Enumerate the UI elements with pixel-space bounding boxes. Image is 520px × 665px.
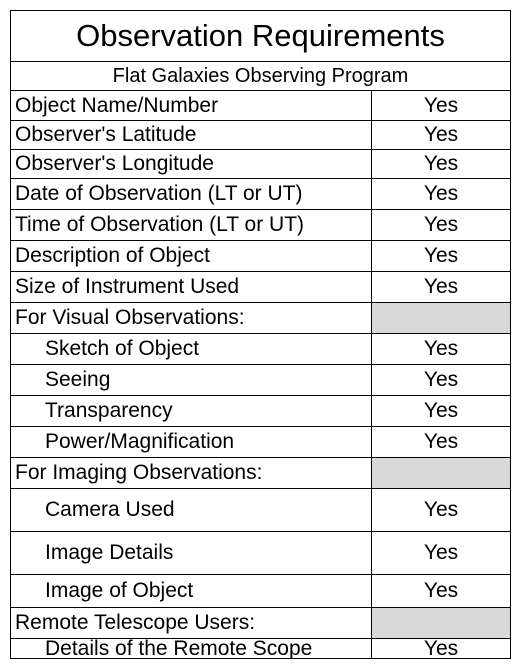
requirement-label: Object Name/Number — [11, 91, 372, 120]
requirement-value: Yes — [423, 182, 459, 205]
requirement-label: For Visual Observations: — [11, 303, 372, 333]
requirement-value: Yes — [423, 368, 459, 391]
table-row — [11, 426, 510, 457]
requirement-value: Yes — [423, 244, 459, 267]
table-row — [11, 149, 510, 178]
table-row — [11, 178, 510, 209]
requirement-label: Observer's Longitude — [11, 150, 372, 178]
table-subtitle: Flat Galaxies Observing Program — [11, 61, 510, 90]
table-row — [11, 607, 510, 638]
requirement-label: Sketch of Object — [11, 334, 372, 364]
requirement-label: Details of the Remote Scope — [11, 639, 372, 659]
requirement-label: Observer's Latitude — [11, 121, 372, 149]
table-row — [11, 488, 510, 531]
requirements-table — [10, 10, 511, 659]
table-title: Observation Requirements — [76, 18, 445, 53]
table-row — [11, 240, 510, 271]
section-shaded-cell — [372, 303, 510, 333]
table-row — [11, 333, 510, 364]
requirement-value: Yes — [423, 93, 459, 117]
table-row — [11, 638, 510, 659]
requirement-label: Size of Instrument Used — [11, 272, 372, 302]
requirement-label: Date of Observation (LT or UT) — [11, 179, 372, 209]
requirement-label: Remote Telescope Users: — [11, 608, 372, 638]
requirement-label: Camera Used — [11, 489, 372, 531]
requirement-value: Yes — [423, 399, 459, 422]
requirement-value: Yes — [423, 275, 459, 298]
requirement-value: Yes — [423, 337, 459, 360]
section-shaded-cell — [372, 608, 510, 638]
table-row — [11, 531, 510, 574]
requirement-label: Image Details — [11, 532, 372, 574]
table-row — [11, 574, 510, 607]
requirement-value: Yes — [423, 430, 459, 453]
table-row — [11, 209, 510, 240]
table-row — [11, 364, 510, 395]
requirement-label: Description of Object — [11, 241, 372, 271]
requirement-value: Yes — [423, 152, 459, 175]
requirement-label: Seeing — [11, 365, 372, 395]
requirement-value: Yes — [423, 123, 459, 146]
requirement-value: Yes — [423, 213, 459, 236]
requirement-value: Yes — [423, 637, 459, 660]
table-row — [11, 120, 510, 149]
requirement-value: Yes — [423, 541, 459, 564]
table-row — [11, 457, 510, 488]
requirement-value: Yes — [423, 579, 459, 602]
table-row — [11, 90, 510, 120]
table-row — [11, 395, 510, 426]
table-row — [11, 271, 510, 302]
requirement-label: For Imaging Observations: — [11, 458, 372, 488]
section-shaded-cell — [372, 458, 510, 488]
requirement-value: Yes — [423, 498, 459, 521]
requirement-label: Power/Magnification — [11, 427, 372, 457]
requirement-label: Time of Observation (LT or UT) — [11, 210, 372, 240]
requirement-label: Image of Object — [11, 575, 372, 607]
table-row — [11, 302, 510, 333]
requirement-label: Transparency — [11, 396, 372, 426]
